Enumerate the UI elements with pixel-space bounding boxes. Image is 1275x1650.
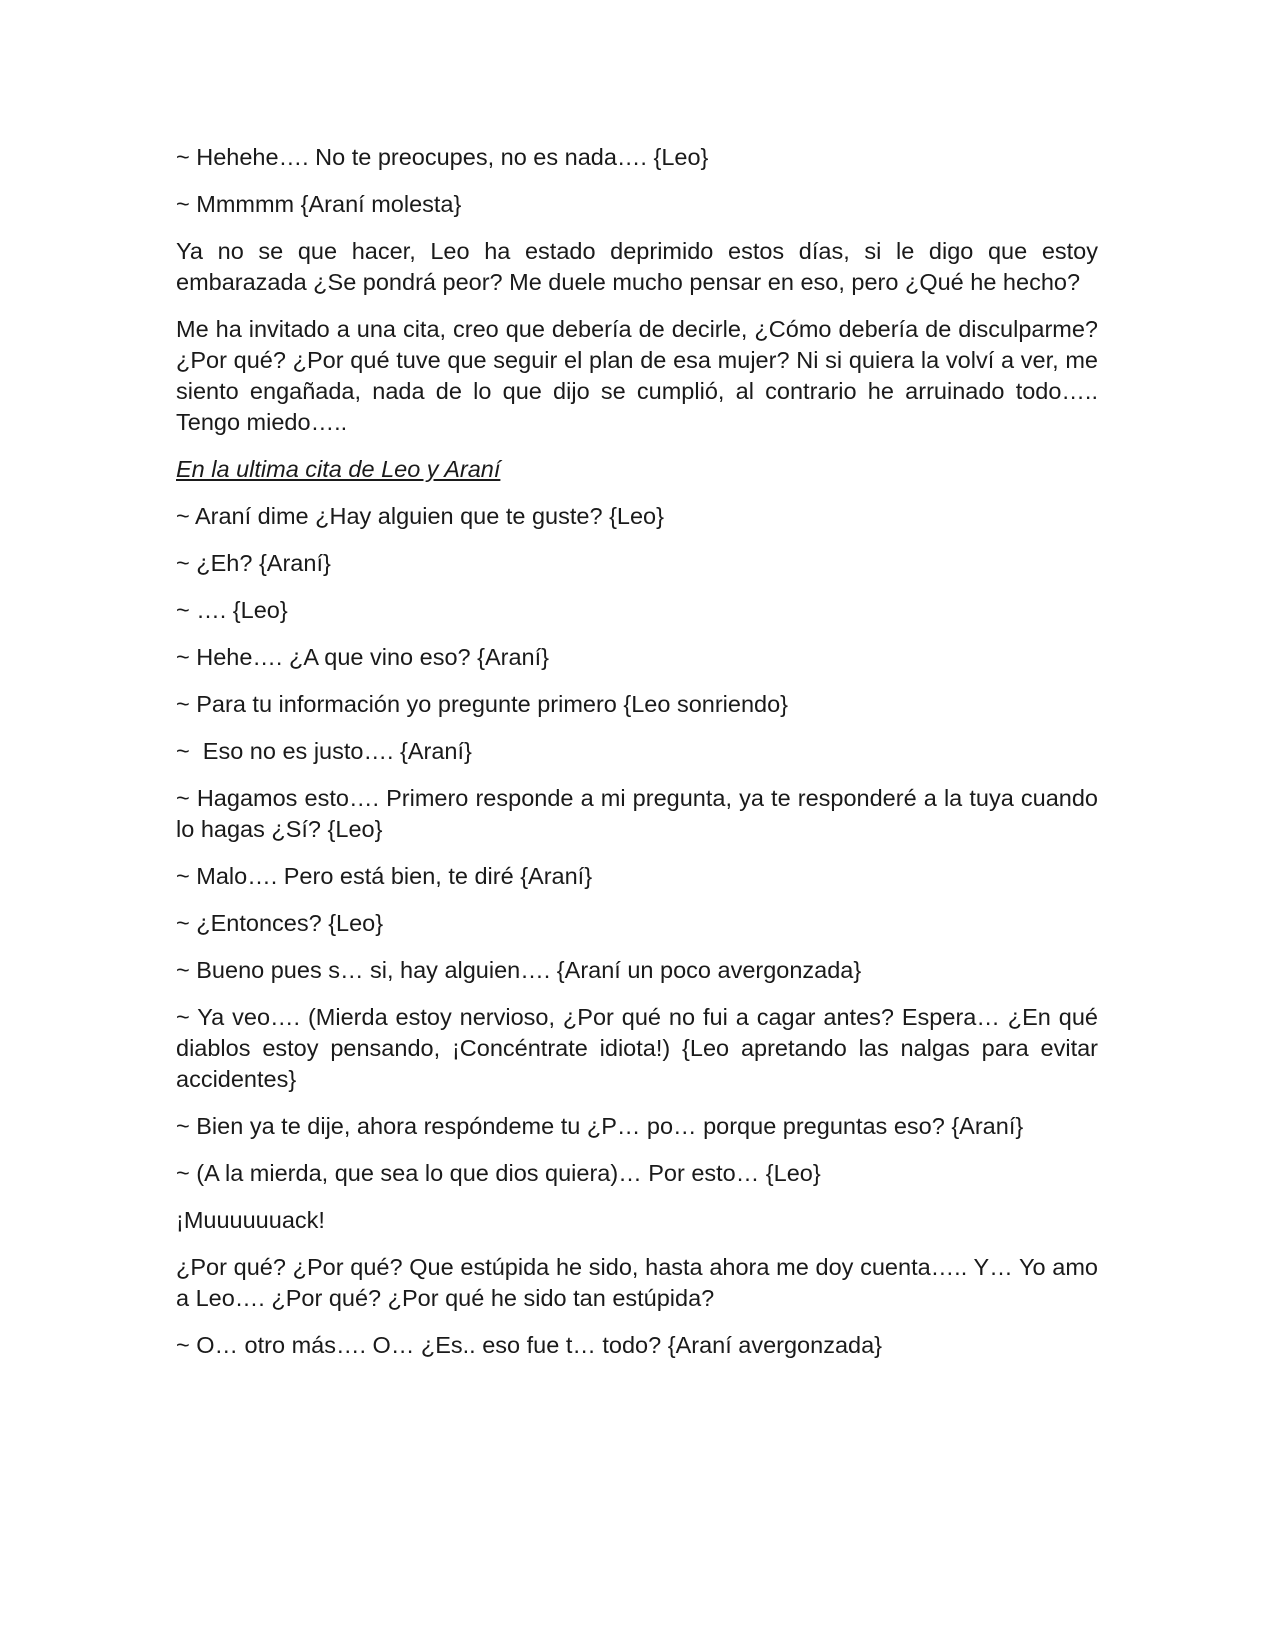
dialogue-line: ~ Para tu información yo pregunte primero {Leo sonriendo} [176,691,789,717]
document-page [176,142,1098,1377]
dialogue-line: ~ (A la mierda, que sea lo que dios quiera)… Por esto… {Leo} [176,1160,821,1186]
dialogue-line: ~ O… otro más…. O… ¿Es.. eso fue t… todo? {Araní avergonzada} [176,1332,882,1358]
section-heading: En la ultima cita de Leo y Araní [176,456,501,482]
narration-paragraph: ¿Por qué? ¿Por qué? Que estúpida he sido, hasta ahora me doy cuenta….. Y… Yo amo a Leo…. ¿Por qué? ¿Por qué he sido tan estúpida? [176,1254,1098,1311]
narration-paragraph: Ya no se que hacer, Leo ha estado deprimido estos días, si le digo que estoy embarazada ¿Se pondrá peor? Me duele mucho pensar en eso, pero ¿Qué he hecho? [176,238,1098,295]
dialogue-line: ~ Bien ya te dije, ahora respóndeme tu ¿P… po… porque preguntas eso? {Araní} [176,1113,1024,1139]
dialogue-line: ~ Mmmmm {Araní molesta} [176,191,462,217]
dialogue-line: ~ …. {Leo} [176,597,288,623]
narration-paragraph: Me ha invitado a una cita, creo que debería de decirle, ¿Cómo debería de disculparme? ¿Por qué? ¿Por qué tuve que seguir el plan de esa mujer? Ni si quiera la volví a ver, me siento engañada, nada de lo que dijo se cumplió, al contrario he arruinado todo….. Tengo miedo….. [176,316,1098,435]
dialogue-line: ~ Eso no es justo…. {Araní} [176,738,472,764]
dialogue-line: ~ Hehe…. ¿A que vino eso? {Araní} [176,644,549,670]
dialogue-line: ~ Ya veo…. (Mierda estoy nervioso, ¿Por qué no fui a cagar antes? Espera… ¿En qué diablos estoy pensando, ¡Concéntrate idiota!) {Leo apretando las nalgas para evitar accidentes} [176,1004,1098,1092]
dialogue-line: ~ ¿Eh? {Araní} [176,550,331,576]
sound-effect-line: ¡Muuuuuuack! [176,1207,325,1233]
dialogue-line: ~ Hehehe…. No te preocupes, no es nada…. {Leo} [176,144,709,170]
dialogue-line: ~ Bueno pues s… si, hay alguien…. {Araní un poco avergonzada} [176,957,862,983]
dialogue-line: ~ Malo…. Pero está bien, te diré {Araní} [176,863,593,889]
dialogue-line: ~ ¿Entonces? {Leo} [176,910,384,936]
dialogue-line: ~ Araní dime ¿Hay alguien que te guste? {Leo} [176,503,664,529]
dialogue-line: ~ Hagamos esto…. Primero responde a mi pregunta, ya te responderé a la tuya cuando lo hagas ¿Sí? {Leo} [176,785,1098,842]
